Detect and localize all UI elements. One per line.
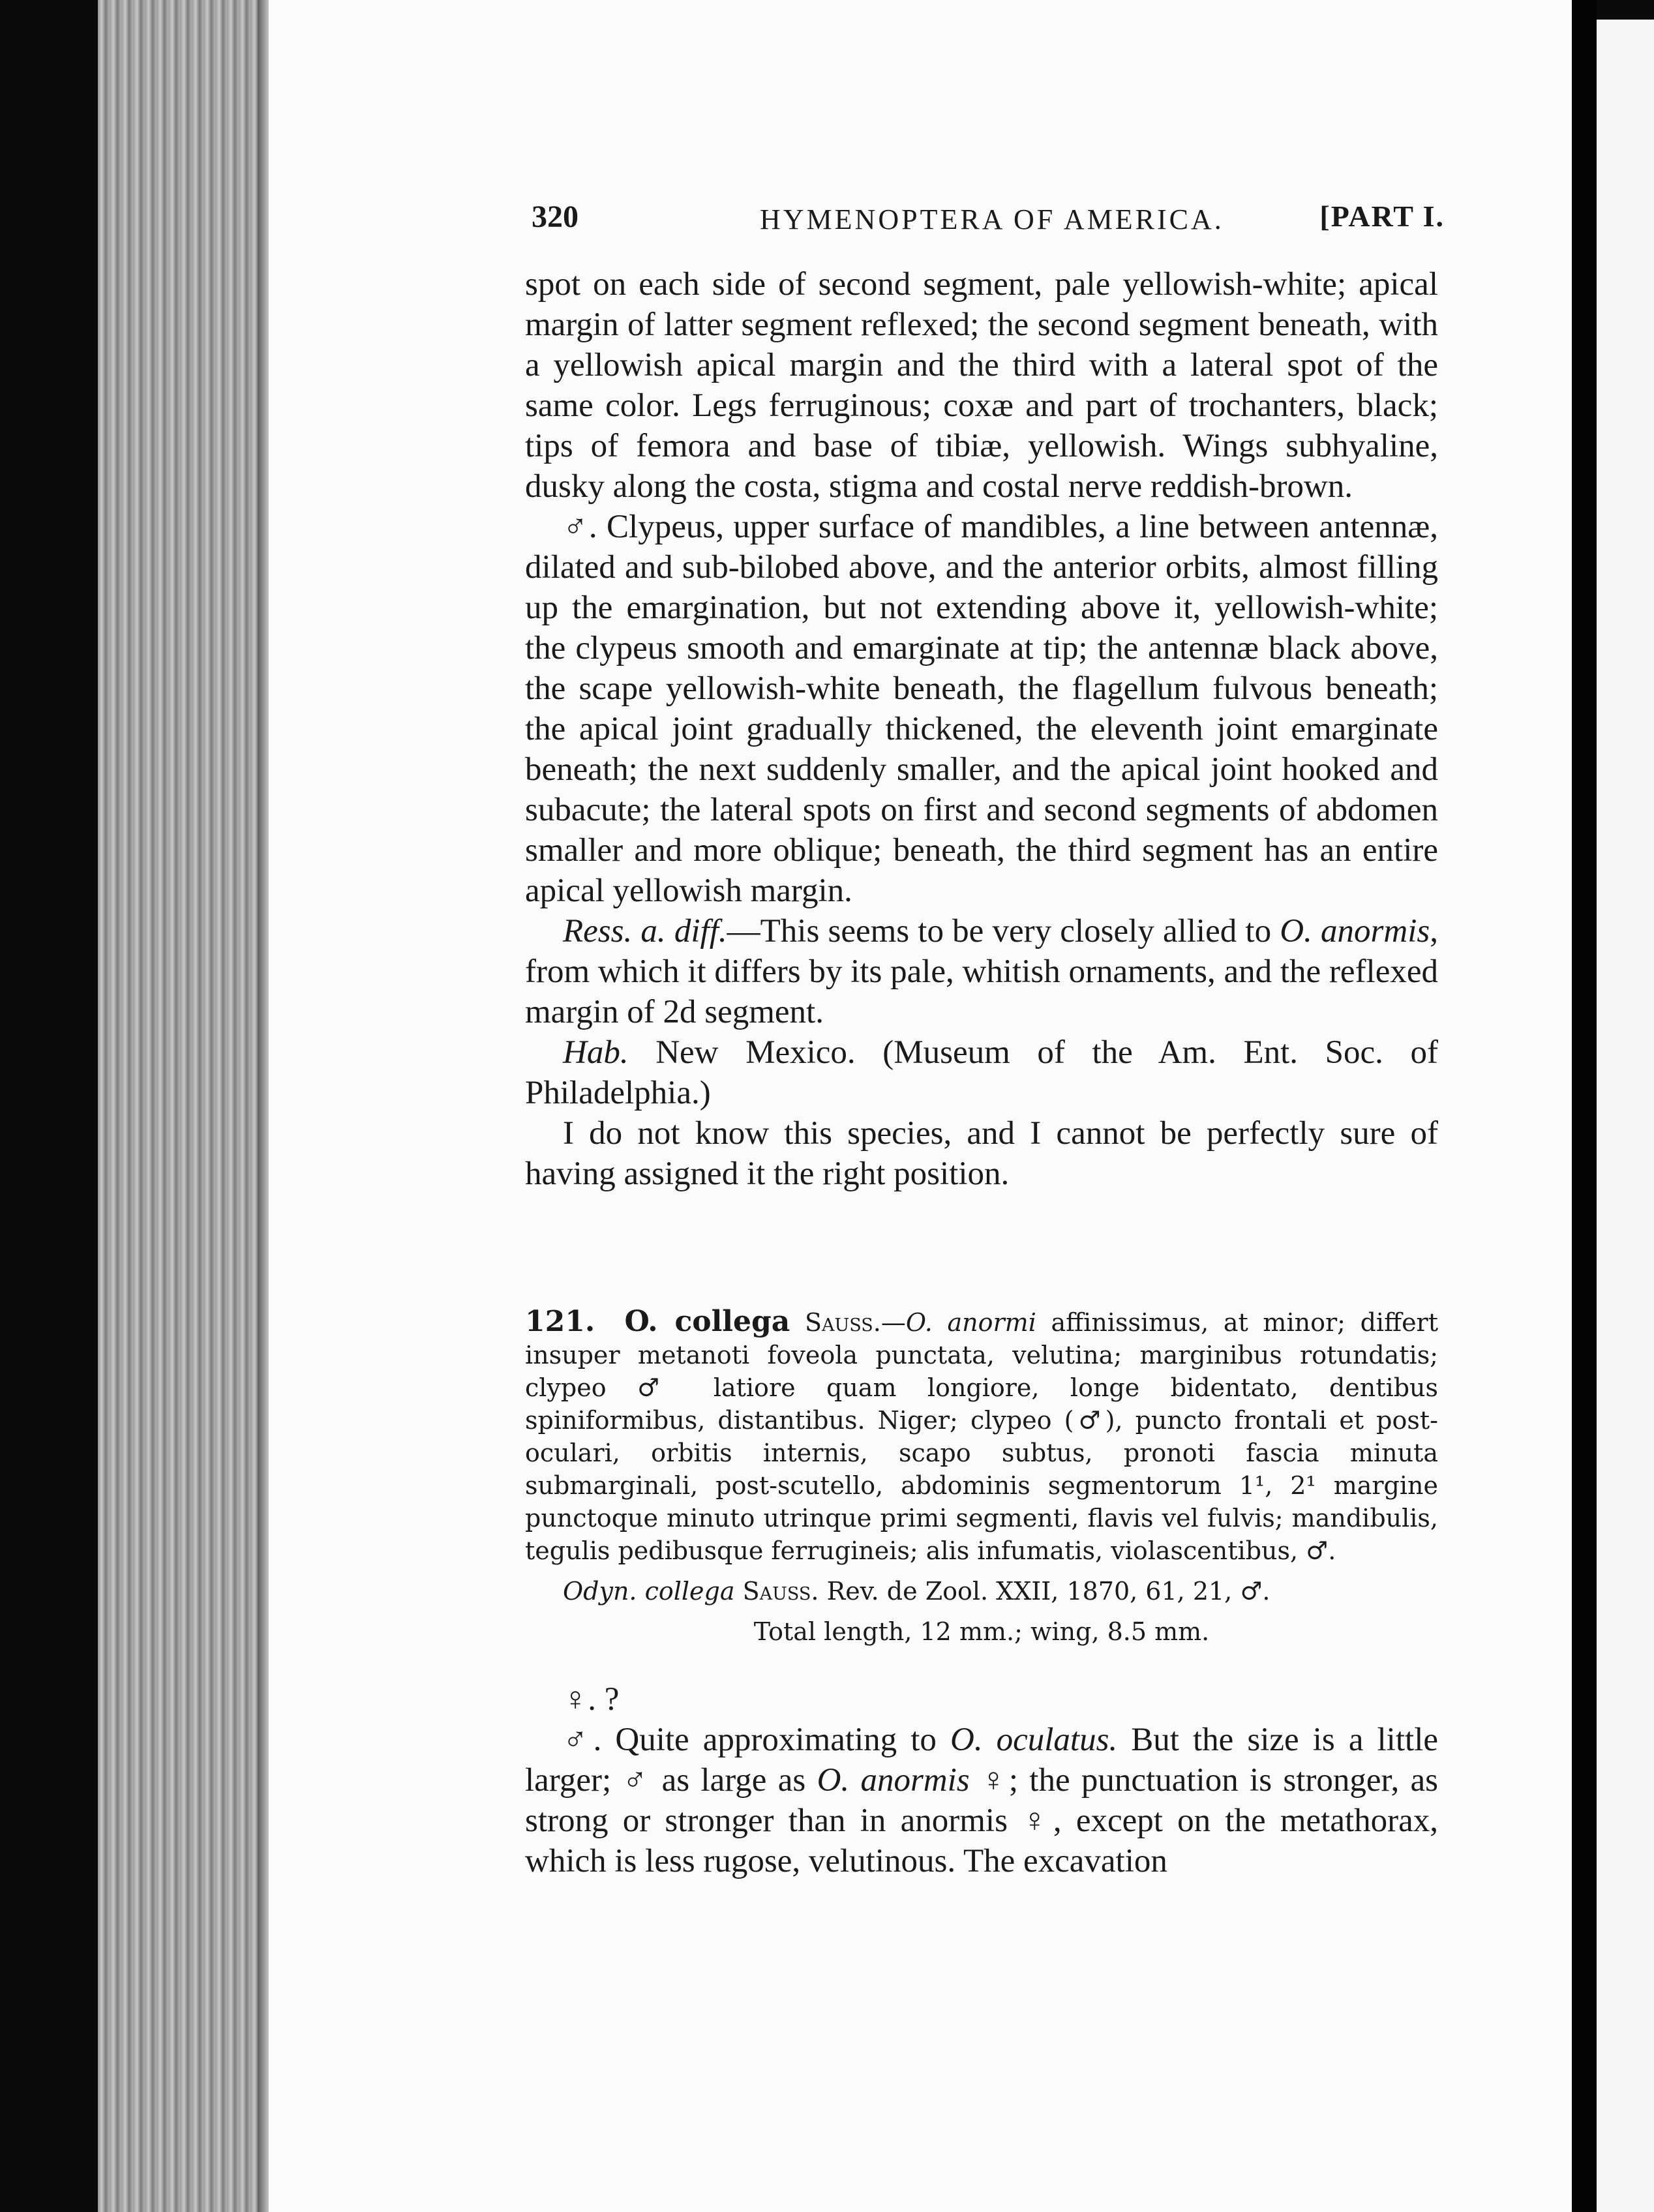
hab-label: Hab. [563, 1034, 629, 1071]
paragraph-male: ♂. Clypeus, upper surface of mandibles, a line between antennæ, dilated and sub-bilobed above, and the anterior orbits, almost filling up the emargination, but not extending above it, yellowish-white; the clypeus smooth and emarginate at tip; the antennæ black above, the scape yellowish-white beneath, the flagellum fulvous beneath; the apical joint gradually thickened, the eleventh joint emarginate beneath; the next suddenly smaller, and the apical joint hooked and subacute; the lateral spots on first and second segments of abdomen smaller and more oblique; beneath, the third segment has an entire apical yellowish margin. [525, 509, 1438, 909]
diff-label: Ress. a. diff. [563, 913, 727, 949]
page-number: 320 [532, 200, 579, 234]
paragraph-diff: Ress. a. diff.—This seems to be very closely allied to O. anormis, from which it differs by its pale, whitish ornaments, and the reflexed margin of 2d segment. [525, 913, 1438, 1030]
running-title: HYMENOPTERA OF AMERICA. [760, 203, 1224, 235]
body-bottom [525, 1679, 1438, 1881]
citation: Odyn. collega Sauss. Rev. de Zool. XXII, 1870, 61, 21, ♂. [563, 1577, 1271, 1606]
part-label: [PART I. [1319, 200, 1445, 233]
paragraph-male-2: ♂. Quite approximating to O. oculatus. But the size is a little larger; ♂ as large as O. anormis ♀; the punctuation is stronger, as strong or stronger than in anormis ♀, except on the metathorax, which is less rugose, velutinous. The excavation [525, 1722, 1438, 1879]
paragraph-1: spot on each side of second segment, pale yellowish-white; apical margin of latter segment reflexed; the second segment beneath, with a yellowish apical margin and the third with a lateral spot of the same color. Legs ferruginous; coxæ and part of trochanters, black; tips of femora and base of tibiæ, yellowish. Wings subhyaline, dusky along the costa, stigma and costal nerve reddish-brown. [525, 266, 1438, 505]
paragraph-habitat: Hab. New Mexico. (Museum of the Am. Ent. Soc. of Philadelphia.) [525, 1034, 1438, 1111]
species-diagnosis: 121. O. collega Sauss.—O. anormi affinissimus, at minor; differt insuper metanoti foveola punctata, velutina; marginibus rotundatis; clypeo ♂ latiore quam longiore, longe bidentato, dentibus spiniformibus, distantibus. Niger; clypeo (♂), puncto frontali et post-oculari, orbitis internis, scapo subtus, pronoti fascia minuta submarginali, post-scutello, abdominis segmentorum 1¹, 2¹ margine punctoque minuto utrinque primi segmenti, flavis vel fulvis; mandibulis, tegulis pedibusque ferrugineis; alis infumatis, violascentibus, ♂. [525, 1305, 1438, 1565]
measurements: Total length, 12 mm.; wing, 8.5 mm. [753, 1617, 1210, 1646]
species-number: 121. [525, 1305, 595, 1338]
species-entry [525, 1306, 1438, 1648]
species-author: Sauss. [804, 1308, 881, 1337]
running-header [532, 199, 1445, 245]
book-spine-edge [98, 0, 267, 2212]
page-gap [1572, 0, 1597, 2212]
paragraph-note: I do not know this species, and I cannot be perfectly sure of having assigned it the right position. [525, 1115, 1438, 1192]
next-page-edge [1597, 20, 1654, 2212]
species-name: O. collega [624, 1305, 790, 1338]
body-top [525, 264, 1438, 1194]
female-note: ♀. ? [563, 1681, 620, 1718]
